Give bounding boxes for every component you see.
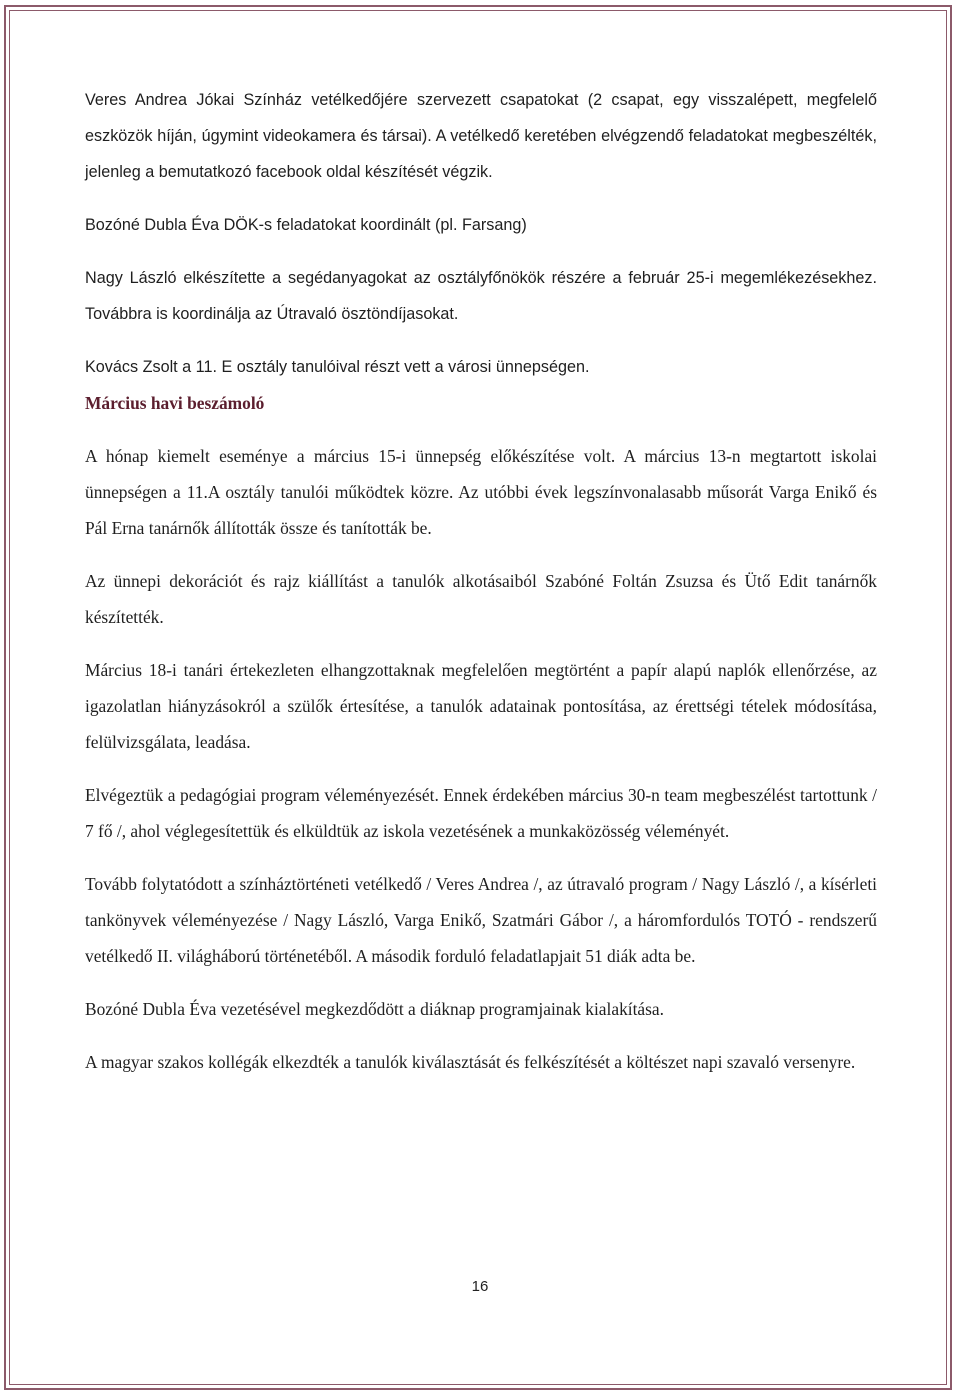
paragraph-diaknap: Bozóné Dubla Éva vezetésével megkezdődött a diáknap programjainak kialakítása. [85,999,664,1019]
paragraph-pedagogiai-program: Elvégeztük a pedagógiai program véleményezését. Ennek érdekében március 30-n team megbeszélést tartottunk / 7 fő /, ahol véglegesítettük és elküldtük az iskola vezetésének a munkaközösség véleményét. [85,785,877,841]
paragraph-vetelkedok: Tovább folytatódott a színháztörténeti vetélkedő / Veres Andrea /, az útravaló program / Nagy László /, a kísérleti tankönyvek véleményezése / Nagy László, Varga Enikő, Szatmári Gábor /, a háromfordulós TOTÓ - rendszerű vetélkedő II. világháború történetéből. A második forduló feladatlapjait 51 diák adta be. [85,874,877,966]
paragraph-nagy-laszlo: Nagy László elkészítette a segédanyagokat az osztályfőnökök részére a február 25-i megemlékezésekhez. Továbbra is koordinálja az Útravaló ösztöndíjasokat. [85,269,877,323]
paragraph-dekoracio: Az ünnepi dekorációt és rajz kiállítást a tanulók alkotásaiból Szabóné Foltán Zsuzsa és Ütő Edit tanárnők készítették. [85,571,877,627]
paragraph-szavalo-verseny: A magyar szakos kollégák elkezdték a tanulók kiválasztását és felkészítését a költészet napi szavaló versenyre. [85,1052,856,1072]
paragraph-veres-andrea: Veres Andrea Jókai Színház vetélkedőjére szervezett csapatokat (2 csapat, egy visszalépett, megfelelő eszközök híján, úgymint videokamera és társai). A vetélkedő keretében elvégzendő feladatokat megbeszélték, jelenleg a bemutatkozó facebook oldal készítését végzik. [85,91,877,181]
section-heading-marcius: Március havi beszámoló [85,393,265,413]
paragraph-marcius-15: A hónap kiemelt eseménye a március 15-i ünnepség előkészítése volt. A március 13-n megtartott iskolai ünnepségen a 11.A osztály tanulói működtek közre. Az utóbbi évek legszínvonalasabb műsorát Varga Enikő és Pál Erna tanárnők állították össze és tanították be. [85,446,877,538]
paragraph-kovacs-zsolt: Kovács Zsolt a 11. E osztály tanulóival részt vett a városi ünnepségen. [85,358,590,376]
page-number: 16 [471,1278,489,1295]
paragraph-ertekezlet: Március 18-i tanári értekezleten elhangzottaknak megfelelően megtörtént a papír alapú naplók ellenőrzése, az igazolatlan hiányzásokról a szülők értesítése, a tanulók adatainak pontosítása, az érettségi tételek módosítása, felülvizsgálata, leadása. [85,660,877,752]
page-content [85,82,877,1080]
paragraph-bozone-dok: Bozóné Dubla Éva DÖK-s feladatokat koordinált (pl. Farsang) [85,216,527,234]
